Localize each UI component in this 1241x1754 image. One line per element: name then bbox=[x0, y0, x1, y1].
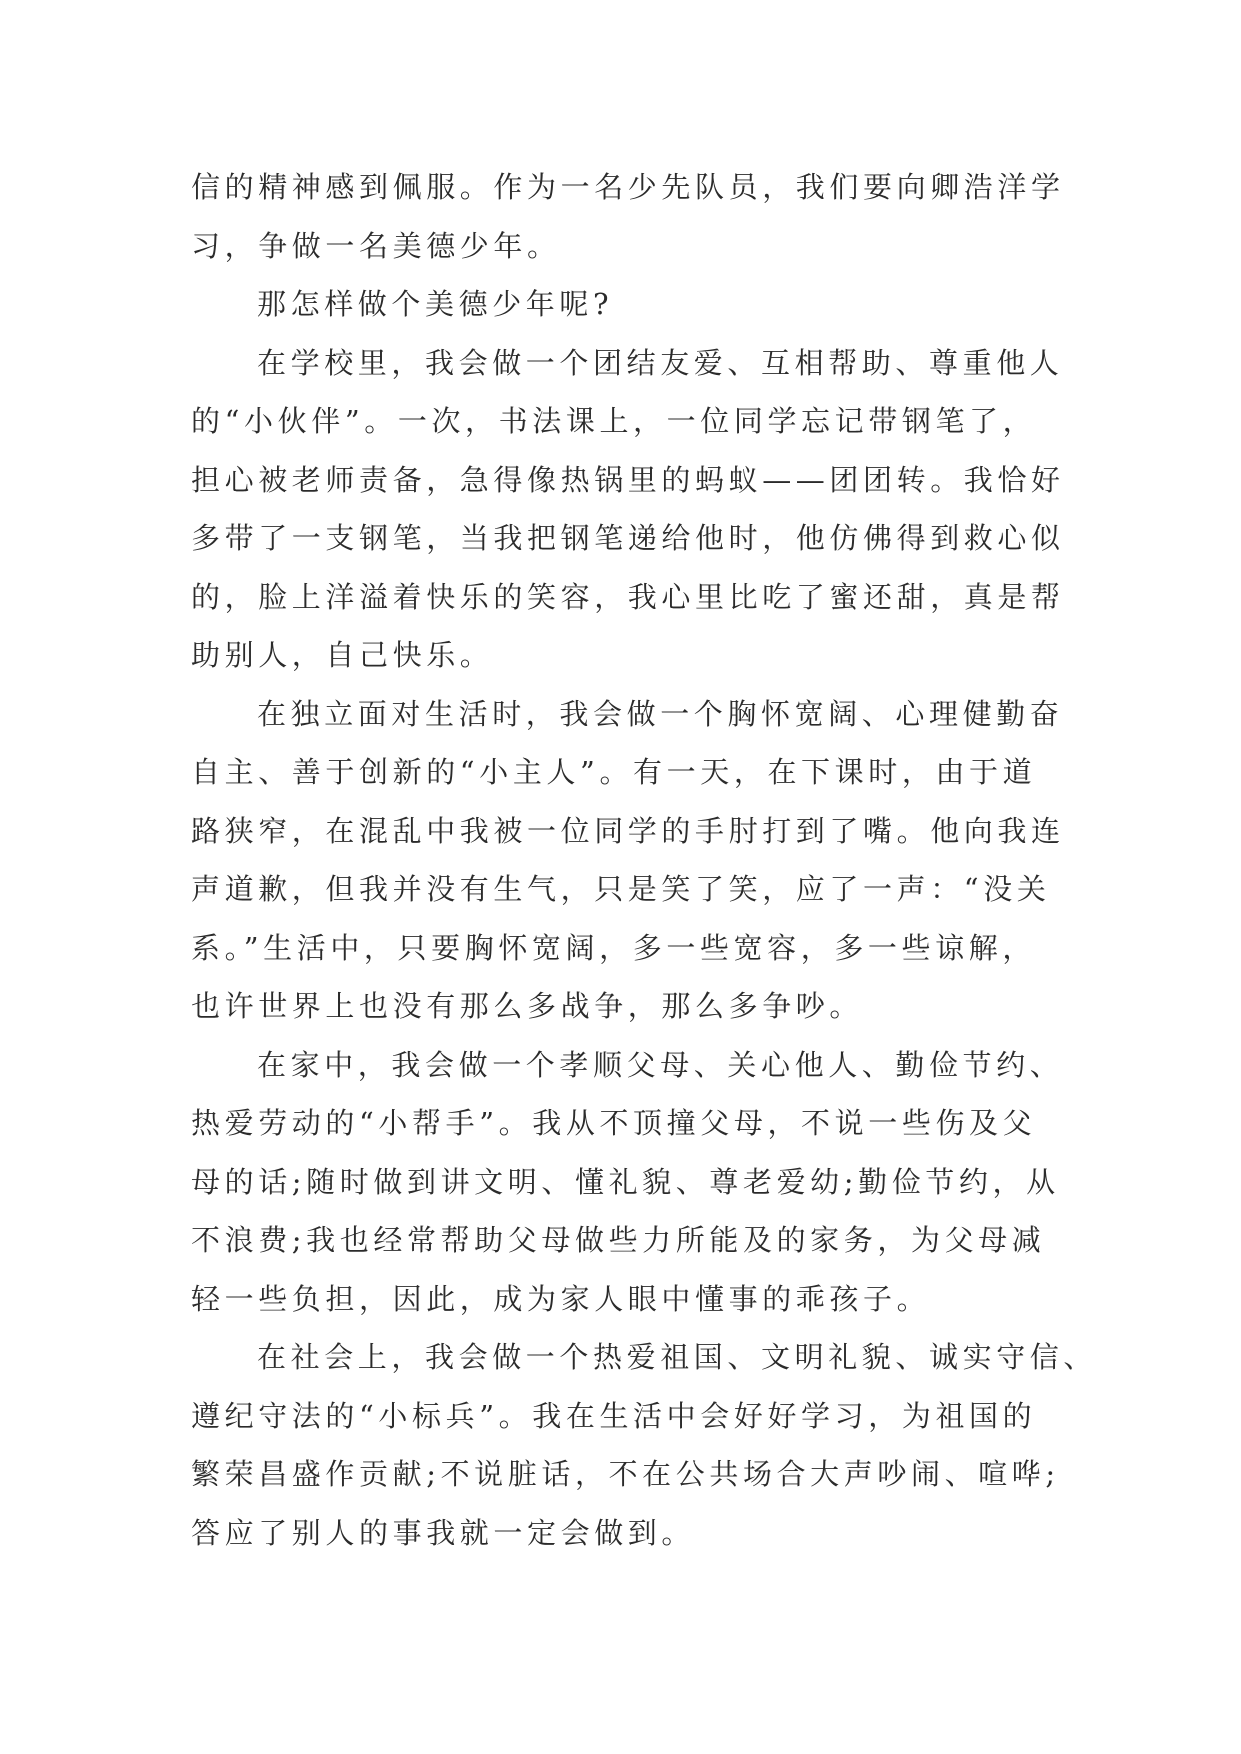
text-line: 担心被老师责备，急得像热锅里的蚂蚁——团团转。我恰好 bbox=[191, 462, 1065, 497]
text-line: 在社会上，我会做一个热爱祖国、文明礼貌、诚实守信、 bbox=[257, 1340, 1098, 1374]
paragraph bbox=[191, 1328, 1098, 1562]
text-line: 的“小伙伴”。一次，书法课上，一位同学忘记带钢笔了， bbox=[191, 404, 1037, 438]
text-line: 的，脸上洋溢着快乐的笑容，我心里比吃了蜜还甜，真是帮 bbox=[191, 579, 1065, 614]
text-line: 在家中，我会做一个孝顺父母、关心他人、勤俭节约、 bbox=[257, 1047, 1064, 1082]
text-line: 繁荣昌盛作贡献;不说脏话，不在公共场合大声吵闹、喧哗; bbox=[191, 1457, 1060, 1491]
text-line: 母的话;随时做到讲文明、懂礼貌、尊老爱幼;勤俭节约，从 bbox=[191, 1164, 1060, 1199]
body-text bbox=[191, 158, 1098, 1562]
text-line: 自主、善于创新的“小主人”。有一天，在下课时，由于道 bbox=[191, 755, 1037, 789]
text-line: 也许世界上也没有那么多战争，那么多争吵。 bbox=[191, 989, 864, 1023]
text-line: 声道歉，但我并没有生气，只是笑了笑，应了一声：“没关 bbox=[191, 872, 1051, 906]
text-line: 系。”生活中，只要胸怀宽阔，多一些宽容，多一些谅解， bbox=[191, 930, 1036, 965]
text-line: 路狭窄，在混乱中我被一位同学的手肘打到了嘴。他向我连 bbox=[191, 813, 1065, 848]
text-line: 那怎样做个美德少年呢? bbox=[257, 287, 614, 321]
text-line: 习，争做一名美德少年。 bbox=[191, 228, 561, 263]
paragraph bbox=[191, 275, 1061, 334]
text-line: 助别人，自己快乐。 bbox=[191, 638, 494, 672]
text-line: 轻一些负担，因此，成为家人眼中懂事的乖孩子。 bbox=[191, 1281, 931, 1316]
paragraph bbox=[191, 1036, 1064, 1329]
text-line: 多带了一支钢笔，当我把钢笔递给他时，他仿佛得到救心似 bbox=[191, 521, 1065, 555]
text-line: 答应了别人的事我就一定会做到。 bbox=[191, 1515, 696, 1550]
paragraph bbox=[191, 334, 1065, 685]
text-line: 在学校里，我会做一个团结友爱、互相帮助、尊重他人 bbox=[257, 345, 1064, 380]
text-line: 在独立面对生活时，我会做一个胸怀宽阔、心理健勤奋 bbox=[257, 696, 1064, 731]
text-line: 遵纪守法的“小标兵”。我在生活中会好好学习，为祖国的 bbox=[191, 1398, 1037, 1433]
paragraph bbox=[191, 158, 1065, 275]
text-line: 不浪费;我也经常帮助父母做些力所能及的家务，为父母减 bbox=[191, 1223, 1046, 1257]
text-line: 信的精神感到佩服。作为一名少先队员，我们要向卿浩洋学 bbox=[191, 170, 1065, 204]
paragraph bbox=[191, 685, 1065, 1036]
text-line: 热爱劳动的“小帮手”。我从不顶撞父母，不说一些伤及父 bbox=[191, 1106, 1037, 1140]
